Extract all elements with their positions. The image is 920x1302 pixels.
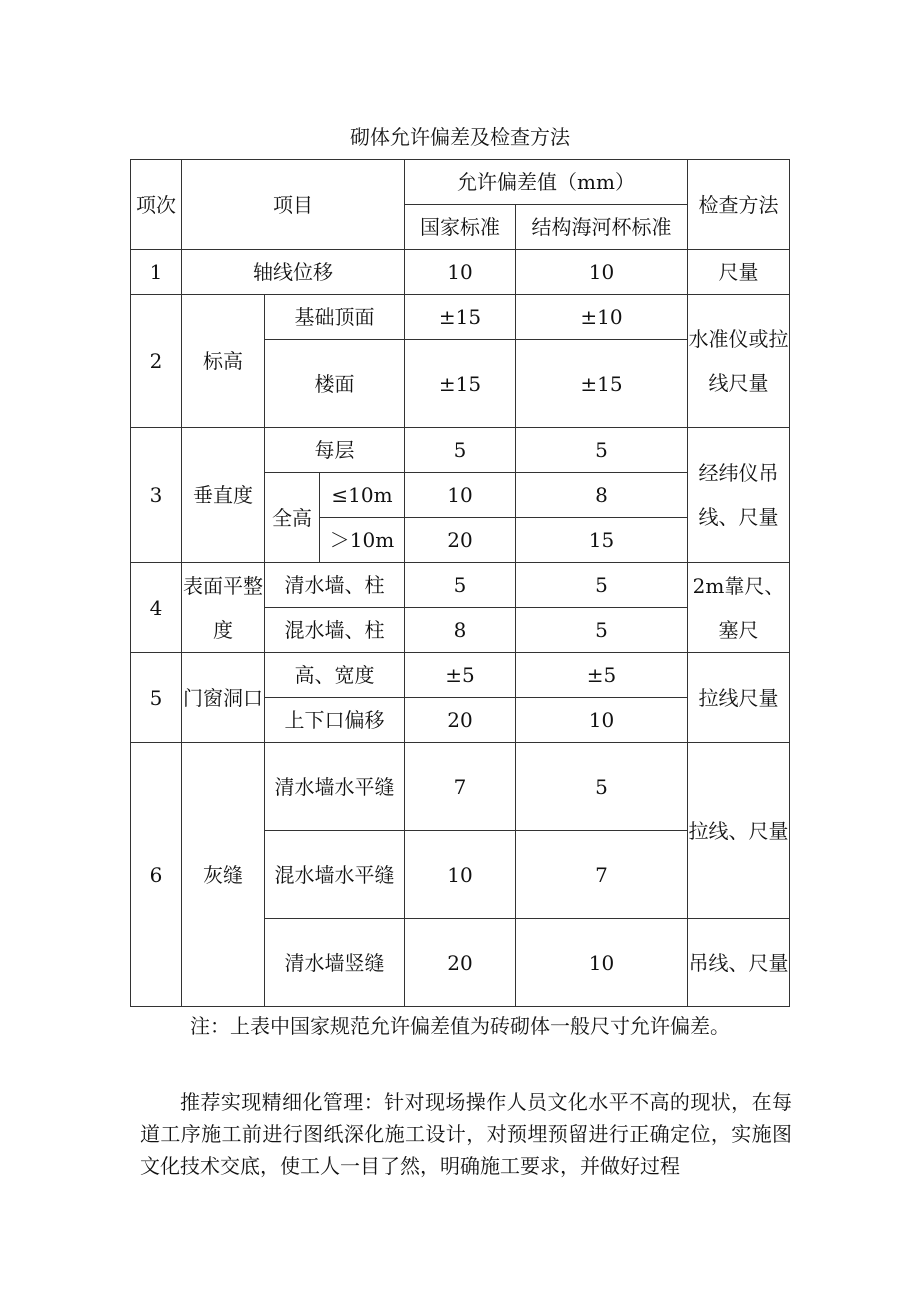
row-item: 轴线位移	[182, 250, 405, 295]
national-value: 10	[405, 250, 516, 295]
company-value: ±10	[516, 295, 688, 340]
check-method: 拉线尺量	[688, 653, 790, 743]
company-value: 10	[516, 919, 688, 1007]
national-value: 20	[405, 919, 516, 1007]
row-item: 门窗洞口	[182, 653, 265, 743]
row-item: 表面平整度	[182, 563, 265, 653]
table-row	[131, 653, 790, 698]
check-method: 2m靠尺、塞尺	[688, 563, 790, 653]
row-no: 4	[131, 563, 182, 653]
header-method: 检查方法	[688, 160, 790, 250]
sub-item: 清水墙、柱	[265, 563, 405, 608]
national-value: ±15	[405, 295, 516, 340]
company-value: 10	[516, 250, 688, 295]
national-value: 10	[405, 473, 516, 518]
full-height-label: 全高	[265, 473, 320, 563]
check-method: 经纬仪吊线、尺量	[688, 428, 790, 563]
row-no: 2	[131, 295, 182, 428]
check-method: 吊线、尺量	[688, 919, 790, 1007]
sub-item: 楼面	[265, 340, 405, 428]
header-item: 项目	[182, 160, 405, 250]
sub-item: 上下口偏移	[265, 698, 405, 743]
sub-item: ≤10m	[320, 473, 405, 518]
national-value: ±5	[405, 653, 516, 698]
header-company: 结构海河杯标准	[516, 205, 688, 250]
header-no: 项次	[131, 160, 182, 250]
table-note: 注：上表中国家规范允许偏差值为砖砌体一般尺寸允许偏差。	[190, 1014, 730, 1038]
check-method: 尺量	[688, 250, 790, 295]
row-item: 垂直度	[182, 428, 265, 563]
company-value: 7	[516, 831, 688, 919]
sub-item: 清水墙竖缝	[265, 919, 405, 1007]
sub-item: 混水墙水平缝	[265, 831, 405, 919]
header-tolerance: 允许偏差值（mm）	[405, 160, 688, 205]
row-item: 灰缝	[182, 743, 265, 1007]
row-no: 5	[131, 653, 182, 743]
company-value: 5	[516, 563, 688, 608]
row-no: 3	[131, 428, 182, 563]
national-value: 20	[405, 698, 516, 743]
national-value: 10	[405, 831, 516, 919]
company-value: ±15	[516, 340, 688, 428]
row-no: 6	[131, 743, 182, 1007]
table-header-row	[131, 160, 790, 205]
table-row	[131, 295, 790, 340]
sub-item: ＞10m	[320, 518, 405, 563]
sub-item: 基础顶面	[265, 295, 405, 340]
check-method: 水准仪或拉线尺量	[688, 295, 790, 428]
company-value: 5	[516, 743, 688, 831]
sub-item: 高、宽度	[265, 653, 405, 698]
header-national: 国家标准	[405, 205, 516, 250]
national-value: 20	[405, 518, 516, 563]
national-value: 5	[405, 428, 516, 473]
sub-item: 混水墙、柱	[265, 608, 405, 653]
company-value: 8	[516, 473, 688, 518]
national-value: 7	[405, 743, 516, 831]
national-value: ±15	[405, 340, 516, 428]
table-row	[131, 563, 790, 608]
row-no: 1	[131, 250, 182, 295]
body-paragraph	[140, 1086, 792, 1182]
company-value: 5	[516, 608, 688, 653]
tolerance-table	[130, 159, 790, 1007]
sub-item: 清水墙水平缝	[265, 743, 405, 831]
national-value: 5	[405, 563, 516, 608]
sub-item: 每层	[265, 428, 405, 473]
table-row	[131, 428, 790, 473]
company-value: ±5	[516, 653, 688, 698]
page-title: 砌体允许偏差及检查方法	[350, 125, 570, 149]
table-row	[131, 250, 790, 295]
paragraph-text: 推荐实现精细化管理：针对现场操作人员文化水平不高的现状，在每道工序施工前进行图纸深化施工设计，对预埋预留进行正确定位，实施图文化技术交底，使工人一目了然，明确施工要求，并做好过程	[140, 1090, 792, 1178]
company-value: 5	[516, 428, 688, 473]
company-value: 10	[516, 698, 688, 743]
national-value: 8	[405, 608, 516, 653]
company-value: 15	[516, 518, 688, 563]
row-item: 标高	[182, 295, 265, 428]
check-method: 拉线、尺量	[688, 743, 790, 919]
table-row	[131, 743, 790, 831]
